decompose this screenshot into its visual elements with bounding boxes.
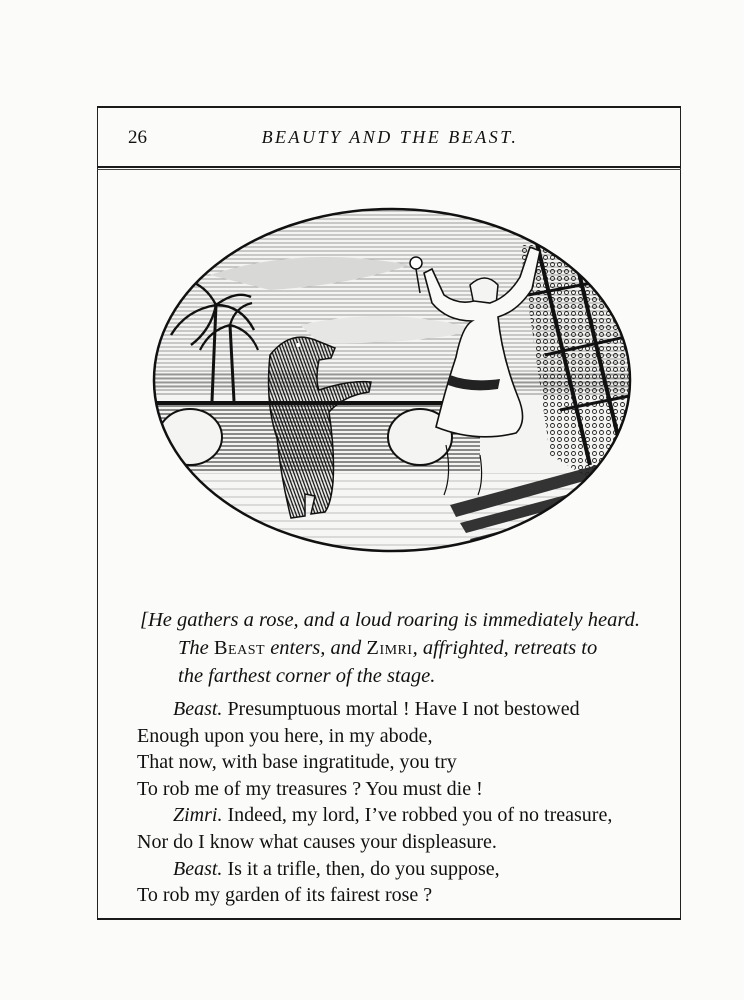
stage-direction-line-3: the farthest corner of the stage.: [178, 665, 436, 687]
verse-line: To rob me of my treasures ? You must die !: [137, 777, 483, 800]
verse-text: Indeed, my lord, I’ve robbed you of no treasure,: [222, 804, 613, 827]
stage-direction-line-1: [He gathers a rose, and a loud roaring is immediately heard.: [140, 609, 640, 631]
verse-line: [137, 856, 667, 883]
verse-line: To rob my garden of its fairest rose ?: [137, 884, 433, 907]
verse-line: Enough upon you here, in my abode,: [137, 724, 433, 747]
running-title: BEAUTY AND THE BEAST.: [261, 127, 519, 147]
speaker-name: Beast.: [173, 698, 223, 720]
header-bottom-rule-secondary: [97, 169, 681, 170]
verse-line: Nor do I know what causes your displeasure.: [137, 830, 497, 853]
illustration-engraving: [150, 205, 634, 555]
speaker-name: Zimri.: [173, 804, 223, 827]
stage-direction-text: , affrighted, retreats to: [412, 637, 598, 659]
character-name-zimri: Zimri: [366, 637, 413, 659]
verse-line: That now, with base ingratitude, you try: [137, 751, 457, 774]
stage-direction: [140, 606, 660, 690]
speaker-name: Beast.: [173, 857, 223, 880]
verse-line: [137, 696, 667, 723]
stage-direction-text: The: [178, 637, 214, 659]
footer-rule: [97, 918, 681, 920]
verse-block: [137, 696, 667, 909]
header-bottom-rule: [97, 166, 681, 168]
verse-text: Presumptuous mortal ! Have I not bestowed: [222, 698, 580, 720]
header-top-rule: [97, 106, 681, 108]
stage-direction-text: enters, and: [265, 637, 367, 659]
character-name-beast: Beast: [213, 637, 266, 659]
stage-direction-line-2: [140, 634, 660, 662]
page-number: 26: [128, 127, 147, 148]
verse-line: [137, 802, 667, 829]
verse-text: Is it a trifle, then, do you suppose,: [222, 857, 500, 880]
